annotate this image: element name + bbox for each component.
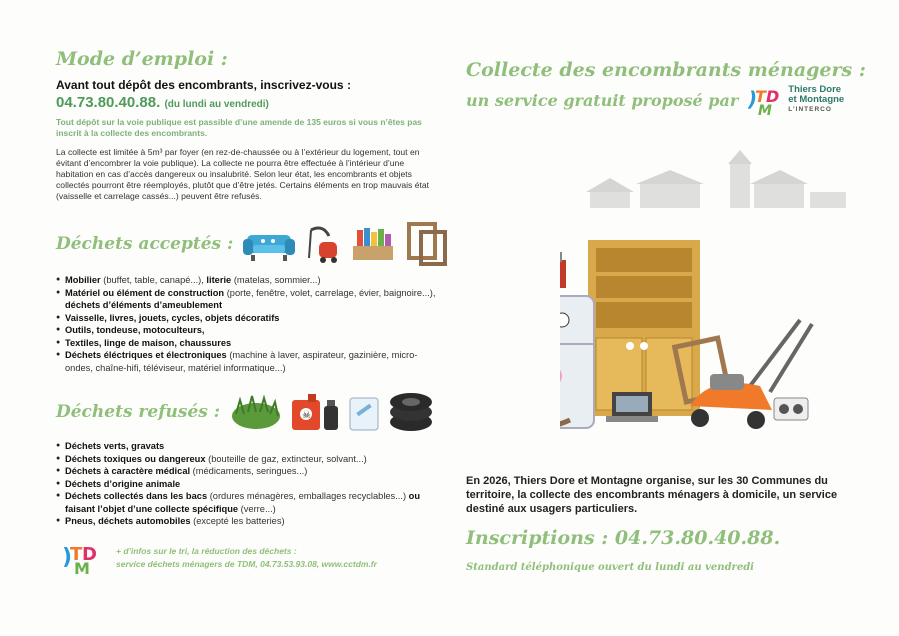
laptop-icon: [606, 392, 658, 422]
subtitle: un service gratuit proposé par: [466, 90, 739, 110]
intro-text: Avant tout dépôt des encombrants, inscrivez-vous :: [56, 78, 351, 92]
grass-icon: [230, 394, 282, 430]
refused-section-header: [56, 392, 438, 432]
main-title: Collecte des encombrants ménagers :: [466, 59, 866, 81]
fine-warning: Tout dépôt sur la voie publique est passible d’une amende de 135 euros si vous n’êtes pas inscrit à la collecte des encombrants.: [56, 117, 422, 138]
refused-title: Déchets refusés :: [56, 402, 221, 422]
list-item: ● Matériel ou élément de construction (porte, fenêtre, volet, carrelage, évier, baignoire...), déchets d’éléments d’ameublement: [56, 287, 438, 312]
list-item: ● Pneus, déchets automobiles (excepté les batteries): [56, 515, 438, 528]
list-item: ● Outils, tondeuse, motoculteurs,: [56, 324, 438, 337]
tdm-mark-icon: [748, 84, 784, 116]
list-item: ● Déchets d’origine animale: [56, 478, 438, 491]
left-column: [56, 48, 438, 528]
toxic-can-icon: [290, 392, 340, 432]
collection-rules: La collecte est limitée à 5m³ par foyer (en rez-de-chaussée ou à l’extérieur du logement, tout en évitant d’encombrer la voie publique). La collecte ne pourra être effectuée à l’intérieur d’une habitation en cas d’accès dangereux ou insalubrité. Selon leur état, les encombrants et objets collectés pourront être réemployés, plutôt que d’être jetés. Certains éléments en trop mauvais état (vaisselle et carrelage cassés...) peuvent être refusés.: [56, 147, 430, 201]
tdm-logo: [748, 84, 844, 116]
vacuum-icon: [303, 224, 343, 264]
footer-text: + d’infos sur le tri, la réduction des déchets : service déchets ménagers de TDM, 04.73.53.93.08, www.cctdm.fr: [116, 546, 377, 569]
svg-text:☠: ☠: [302, 410, 311, 421]
list-item: ● Déchets verts, gravats: [56, 440, 438, 453]
accepted-icons: [243, 222, 449, 266]
fridge-icon: [560, 296, 594, 428]
tdm-name: Thiers Dore et Montagne L’INTERCO: [788, 84, 845, 113]
subtitle-row: [466, 84, 866, 116]
list-item: ● Déchets éléctriques et électroniques (machine à laver, aspirateur, gazinière, micro-ondes, chaîne-hifi, téléviseur, matériel informatique...): [56, 349, 438, 374]
footer-info: [62, 540, 377, 576]
frames-icon: [405, 222, 449, 266]
books-toys-icon: [351, 224, 397, 264]
accepted-title: Déchets acceptés :: [56, 234, 234, 254]
list-item: ● Déchets collectés dans les bacs (ordures ménagères, emballages recyclables...) ou faisant l’objet d’une collecte spécifique (verre...): [56, 490, 438, 515]
standard-hours: Standard téléphonique ouvert du lundi au vendredi: [466, 562, 754, 573]
list-item: ● Déchets toxiques ou dangereux (bouteille de gaz, extincteur, solvant...): [56, 453, 438, 466]
phone-number: [56, 93, 438, 114]
svg-text:D: D: [82, 544, 97, 565]
svg-text:T: T: [755, 87, 767, 106]
list-item: ● Mobilier (buffet, table, canapé...), literie (matelas, sommier...): [56, 274, 438, 287]
svg-text:D: D: [766, 87, 780, 106]
inscriptions-phone: Inscriptions : 04.73.80.40.88.: [466, 527, 781, 549]
robot-toy-icon: [560, 252, 566, 288]
refused-list: [56, 440, 438, 528]
syringe-bag-icon: [348, 392, 380, 432]
svg-text:): ): [62, 545, 73, 570]
list-item: ● Déchets à caractère médical (médicaments, seringues...): [56, 465, 438, 478]
phone-value: 04.73.80.40.88.: [56, 94, 161, 111]
right-column: [466, 58, 866, 116]
tires-icon: [388, 392, 434, 432]
phone-hours: (du lundi au vendredi): [164, 99, 269, 110]
svg-text:M: M: [74, 559, 90, 576]
mode-emploi-title: Mode d’emploi :: [56, 48, 228, 70]
svg-text:T: T: [70, 544, 83, 565]
list-item: ● Vaisselle, livres, jouets, cycles, objets décoratifs: [56, 312, 438, 325]
list-item: ● Textiles, linge de maison, chaussures: [56, 337, 438, 350]
village-silhouette-icon: [586, 150, 846, 208]
radio-icon: [774, 398, 808, 420]
service-description: En 2026, Thiers Dore et Montagne organise, sur les 30 Communes du territoire, la collecte des encombrants ménagers à domicile, un service destiné aux usagers particuliers.: [466, 475, 838, 515]
sofa-icon: [243, 227, 295, 261]
tdm-logo-icon: [62, 540, 102, 576]
accepted-section-header: [56, 222, 438, 266]
bulky-items-illustration: [560, 148, 860, 448]
svg-text:M: M: [758, 103, 773, 116]
accepted-list: [56, 274, 438, 374]
refused-icons: [230, 392, 434, 432]
svg-text:): ): [748, 87, 758, 111]
